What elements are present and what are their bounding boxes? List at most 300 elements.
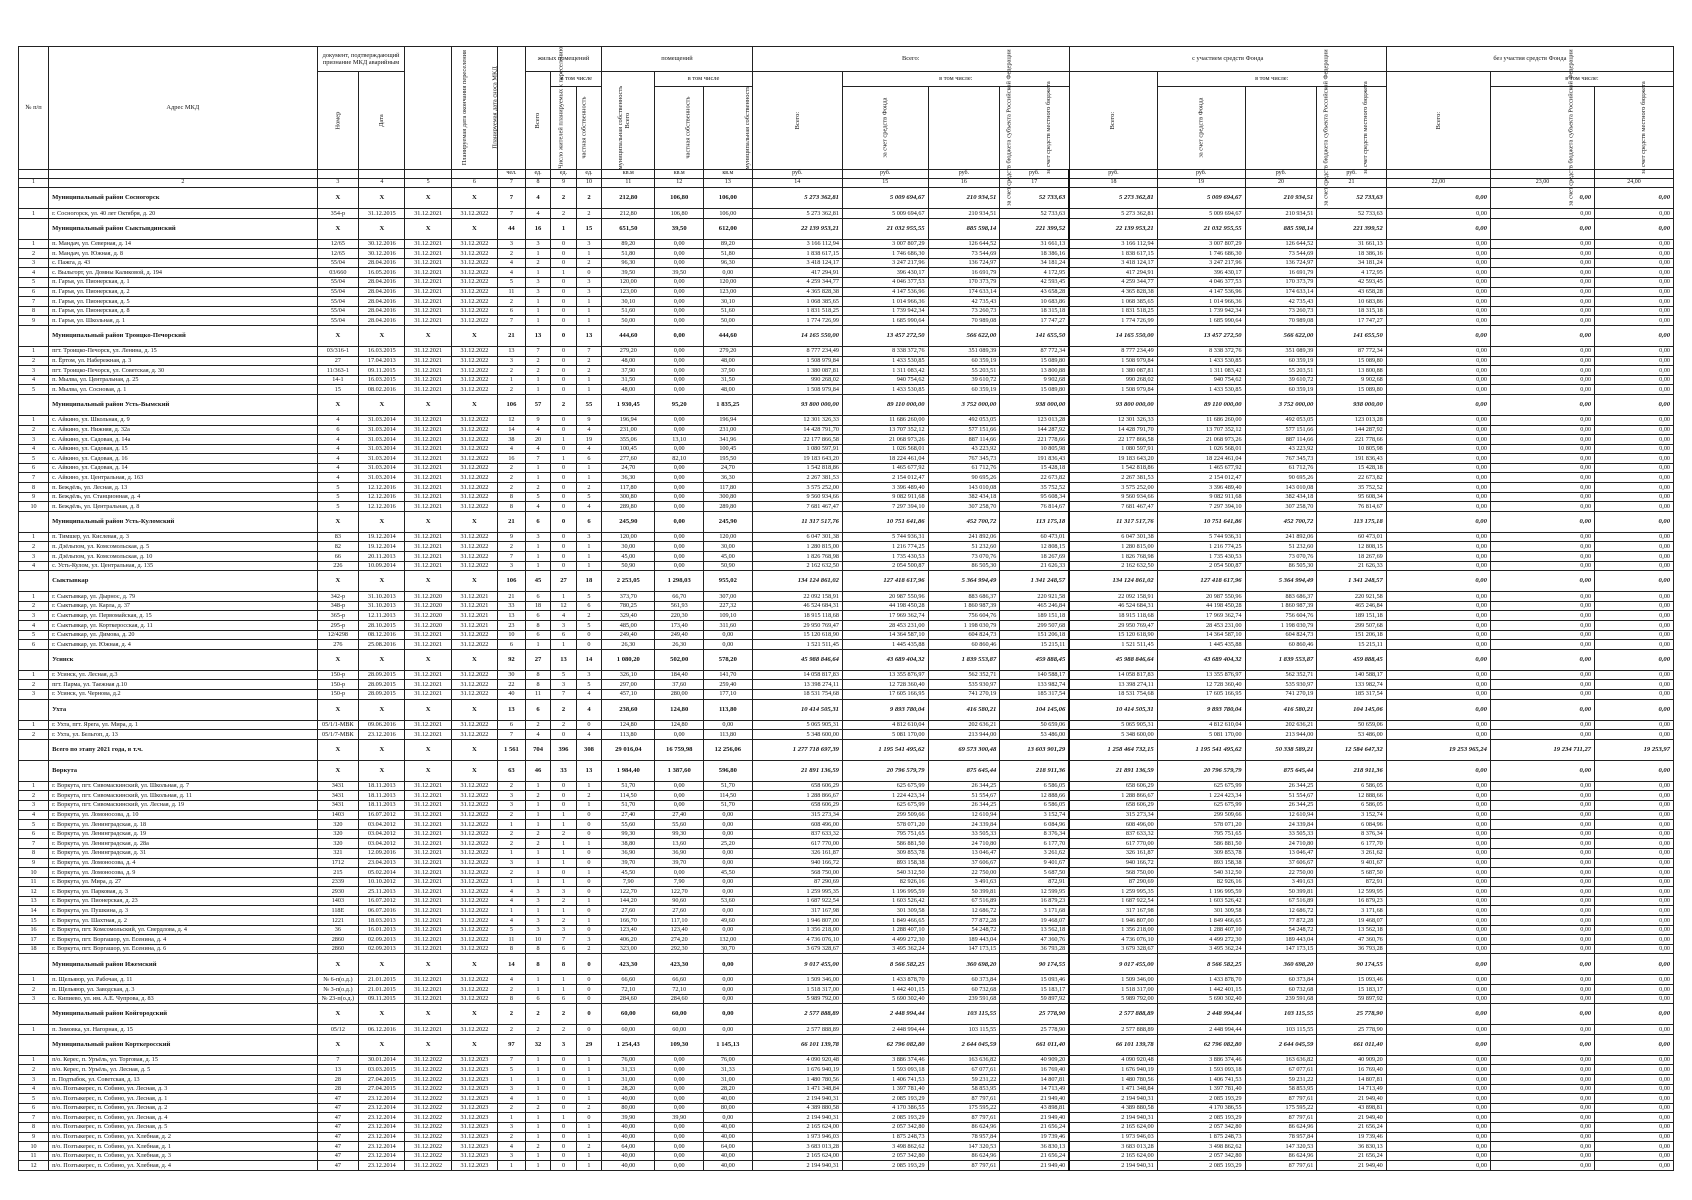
value-cell: 221 399,52 (1000, 218, 1069, 239)
value-cell: 1 (525, 848, 550, 858)
value-cell: 31.12.2023 (451, 1122, 497, 1132)
value-cell: 31.12.2021 (405, 906, 451, 916)
col-with-fund-all-header (1069, 72, 1157, 170)
value-cell: 1 (525, 800, 550, 810)
column-number-cell: 3 (317, 179, 359, 188)
value-cell: 189 443,04 (1245, 935, 1317, 945)
value-cell: 1 (576, 1122, 601, 1132)
value-cell: 44 (498, 218, 526, 239)
value-cell: 11 317 517,76 (1069, 511, 1157, 532)
value-cell: 299 507,68 (1000, 621, 1069, 631)
value-cell: 26,30 (655, 640, 704, 650)
value-cell: 4 (498, 916, 526, 926)
value-cell: X (317, 699, 359, 720)
value-cell: 3 (498, 1151, 526, 1161)
value-cell: 0,00 (1490, 916, 1594, 926)
value-cell: 249,40 (655, 630, 704, 640)
value-cell: 1 (525, 542, 550, 552)
unit-cell: руб. (1157, 170, 1245, 179)
value-cell: 0,00 (1386, 394, 1490, 415)
value-cell: 13 (525, 325, 550, 346)
value-cell: 0,00 (1386, 592, 1490, 602)
value-cell: 31.12.2020 (405, 611, 451, 621)
value-cell: 36 830,13 (1317, 1142, 1386, 1152)
value-cell: X (451, 394, 497, 415)
value-cell: 2 (551, 209, 576, 219)
value-cell: 1 433 530,85 (842, 356, 928, 366)
value-cell: 1 (576, 868, 601, 878)
value-cell: 31.12.2021 (405, 425, 451, 435)
address-cell: Усинск (49, 649, 317, 670)
value-cell: 9 401,67 (1000, 858, 1069, 868)
value-cell: 4 (525, 425, 550, 435)
value-cell: 40 909,20 (1000, 1055, 1069, 1065)
value-cell: 0,00 (1386, 985, 1490, 995)
value-cell: 1 (576, 916, 601, 926)
value-cell: 55,60 (602, 820, 655, 830)
value-cell: 14 364 587,10 (842, 630, 928, 640)
value-cell: 0,00 (1595, 297, 1674, 307)
value-cell: 1 676 940,19 (1069, 1065, 1157, 1075)
value-cell: 143 010,08 (1245, 483, 1317, 493)
row-number-cell: 17 (19, 935, 49, 945)
value-cell: 0,00 (1595, 463, 1674, 473)
value-cell: 0,00 (655, 1103, 704, 1113)
value-cell: 0,00 (1490, 791, 1594, 801)
column-number-cell: 20 (1245, 179, 1317, 188)
value-cell: 2 (551, 896, 576, 906)
value-cell: 31.12.2022 (451, 366, 497, 376)
value-cell: 2 (498, 839, 526, 849)
value-cell: 31.12.2023 (451, 1094, 497, 1104)
value-cell: 17 969 362,74 (1157, 611, 1245, 621)
value-cell: 661 011,40 (1317, 1034, 1386, 1055)
value-cell: 2 (551, 394, 576, 415)
value-cell: 47 (317, 1122, 359, 1132)
row-number-cell: 10 (19, 502, 49, 512)
value-cell: 58 853,95 (1245, 1084, 1317, 1094)
value-cell: 16.03.2015 (359, 375, 405, 385)
value-cell: 83 (317, 532, 359, 542)
value-cell: 21 032 955,55 (842, 218, 928, 239)
value-cell: 2 054 500,87 (1157, 561, 1245, 571)
value-cell: 4 (576, 689, 601, 699)
value-cell: 0,00 (1595, 1055, 1674, 1065)
value-cell: 114,50 (602, 791, 655, 801)
value-cell: 31.12.2022 (451, 249, 497, 259)
value-cell: 31.12.2021 (405, 925, 451, 935)
value-cell: 5 081 170,00 (842, 730, 928, 740)
value-cell: 2 (498, 1025, 526, 1035)
value-cell: 0,00 (1595, 925, 1674, 935)
value-cell: 1 014 966,36 (1157, 297, 1245, 307)
value-cell: 42 593,45 (1317, 277, 1386, 287)
value-cell: 1 542 818,86 (752, 463, 842, 473)
value-cell: 31.12.2022 (451, 492, 497, 502)
value-cell: 73 260,73 (1245, 306, 1317, 316)
value-cell: 36 (317, 925, 359, 935)
value-cell: 0,00 (1386, 1161, 1490, 1171)
value-cell: 77 872,28 (1245, 916, 1317, 926)
value-cell: 4 (525, 730, 550, 740)
value-cell: 990 268,02 (1069, 375, 1157, 385)
row-number-cell: 11 (19, 877, 49, 887)
value-cell: 0,00 (1490, 1075, 1594, 1085)
value-cell: 1 (551, 218, 576, 239)
value-cell: 45,50 (704, 868, 753, 878)
value-cell: X (359, 571, 405, 592)
value-cell: 31.10.2013 (359, 592, 405, 602)
value-cell: 7 (551, 935, 576, 945)
value-cell: 92 (498, 649, 526, 670)
value-cell: 0,00 (655, 258, 704, 268)
value-cell: 31.12.2022 (451, 877, 497, 887)
value-cell: 50,90 (704, 561, 753, 571)
value-cell: 5 273 362,81 (752, 188, 842, 209)
value-cell: 28 (317, 1075, 359, 1085)
value-cell: 1 442 401,15 (1157, 985, 1245, 995)
value-cell: 16.01.2013 (359, 925, 405, 935)
value-cell: 1 (576, 561, 601, 571)
value-cell: 459 888,45 (1000, 649, 1069, 670)
value-cell: 0,00 (1490, 1142, 1594, 1152)
value-cell: 373,70 (602, 592, 655, 602)
value-cell: 0,00 (1386, 1113, 1490, 1123)
value-cell: 1 (576, 249, 601, 259)
address-cell: п. Беждёль, ул. Станционная, д. 4 (49, 492, 317, 502)
address-cell: Муниципальный район Корткеросский (49, 1034, 317, 1055)
value-cell: X (451, 1034, 497, 1055)
value-cell: 1 259 995,35 (1069, 887, 1157, 897)
value-cell: 1 685 990,64 (1157, 316, 1245, 326)
value-cell: 31.12.2022 (451, 287, 497, 297)
value-cell: 2 (498, 463, 526, 473)
value-cell: 0,00 (1386, 1084, 1490, 1094)
value-cell: 31.12.2021 (405, 356, 451, 366)
value-cell: 25 778,90 (1000, 1004, 1069, 1025)
row-number-cell: 4 (19, 621, 49, 631)
value-cell: 55/04 (317, 306, 359, 316)
value-cell: 12.11.2013 (359, 611, 405, 621)
value-cell: 90 695,26 (1245, 473, 1317, 483)
value-cell: 28.04.2016 (359, 287, 405, 297)
value-cell: 60 359,19 (928, 385, 1000, 395)
value-cell: 12 808,15 (1317, 542, 1386, 552)
value-cell: 2 (525, 483, 550, 493)
value-cell: 0,00 (1490, 720, 1594, 730)
value-cell: 4 259 344,77 (752, 277, 842, 287)
value-cell: 123,40 (655, 925, 704, 935)
without-fund-local-label: за счет средств местного бюджета (1639, 81, 1647, 175)
value-cell: 31.12.2021 (405, 346, 451, 356)
value-cell: 1 (498, 1113, 526, 1123)
value-cell: 13 457 272,50 (1157, 325, 1245, 346)
value-cell: 31.12.2022 (451, 297, 497, 307)
value-cell: 31.12.2021 (405, 316, 451, 326)
value-cell: 9 017 455,00 (752, 954, 842, 975)
value-cell: 1 930,45 (602, 394, 655, 415)
value-cell: 1 (551, 839, 576, 849)
value-cell: 39,50 (602, 268, 655, 278)
value-cell: 86 624,96 (1245, 1122, 1317, 1132)
value-cell: 0,00 (1595, 1034, 1674, 1055)
table-row (19, 670, 1674, 680)
column-number-cell: 6 (451, 179, 497, 188)
value-cell: 15 089,80 (1000, 356, 1069, 366)
row-number-cell: 1 (19, 670, 49, 680)
address-cell: Муниципальный район Усть-Вымский (49, 394, 317, 415)
value-cell: 31.12.2022 (451, 356, 497, 366)
value-cell: 31.12.2023 (451, 1132, 497, 1142)
value-cell: 31.12.2022 (451, 346, 497, 356)
value-cell: 3 (576, 239, 601, 249)
value-cell: 6 586,05 (1000, 800, 1069, 810)
value-cell: 4 172,95 (1317, 268, 1386, 278)
value-cell: 3 (525, 239, 550, 249)
unit-cell (405, 170, 451, 179)
value-cell: 96,30 (704, 258, 753, 268)
value-cell: 1 739 942,34 (842, 306, 928, 316)
address-cell: п. Гаръя, ул. Пионерская, д. 5 (49, 297, 317, 307)
value-cell: 45 988 846,64 (752, 649, 842, 670)
value-cell: 5 (576, 492, 601, 502)
value-cell: 423,30 (602, 954, 655, 975)
address-cell: с. Айкино, ул. Садовая, д. 16 (49, 454, 317, 464)
value-cell: 0,00 (1490, 1084, 1594, 1094)
value-cell: 3 (551, 925, 576, 935)
row-number-cell: 11 (19, 1151, 49, 1161)
value-cell: 14 165 550,00 (1069, 325, 1157, 346)
value-cell: 0,00 (1386, 435, 1490, 445)
value-cell: 37,90 (602, 366, 655, 376)
address-cell: г. Сыктывкар, ул. Южная, д. 4 (49, 640, 317, 650)
value-cell: 87 290,69 (752, 877, 842, 887)
value-cell: 1 687 922,54 (1069, 896, 1157, 906)
value-cell: 1 (576, 306, 601, 316)
value-cell: 0,00 (1595, 906, 1674, 916)
value-cell: 16 769,40 (1000, 1065, 1069, 1075)
value-cell: 245,90 (704, 511, 753, 532)
value-cell: 245,90 (602, 511, 655, 532)
value-cell: 2 (576, 791, 601, 801)
value-cell: X (451, 218, 497, 239)
value-cell: 29 950 769,47 (752, 621, 842, 631)
value-cell: 55/04 (317, 316, 359, 326)
value-cell: 31.12.2015 (359, 209, 405, 219)
address-cell: Муниципальный район Сыктывдинский (49, 218, 317, 239)
value-cell: 31.12.2022 (405, 1075, 451, 1085)
value-cell: 42 735,43 (928, 297, 1000, 307)
value-cell: 39,70 (602, 858, 655, 868)
value-cell: 0,00 (655, 1075, 704, 1085)
value-cell: 31,33 (704, 1065, 753, 1075)
value-cell: 0,00 (1595, 346, 1674, 356)
value-cell: 10 683,86 (1317, 297, 1386, 307)
value-cell: 492 053,05 (1245, 415, 1317, 425)
value-cell: 1 080,20 (602, 649, 655, 670)
value-cell: 13 (498, 699, 526, 720)
value-cell: 1 (576, 1094, 601, 1104)
value-cell: 109,30 (655, 1034, 704, 1055)
value-cell: 6 177,70 (1317, 839, 1386, 849)
table-row (19, 621, 1674, 631)
value-cell: 5 (525, 492, 550, 502)
value-cell: 29 950 769,47 (1069, 621, 1157, 631)
value-cell: 2 (498, 249, 526, 259)
value-cell: 0,00 (655, 316, 704, 326)
column-number-cell: 13 (704, 179, 753, 188)
value-cell: 0,00 (1595, 444, 1674, 454)
value-cell: 883 686,37 (1245, 592, 1317, 602)
value-cell: 2 (525, 1142, 550, 1152)
value-cell: 1 849 466,65 (1157, 916, 1245, 926)
value-cell: 21 (498, 592, 526, 602)
value-cell: 893 158,38 (1157, 858, 1245, 868)
value-cell: 2 577 888,89 (1069, 1004, 1157, 1025)
row-number-cell: 1 (19, 592, 49, 602)
value-cell: 221 778,66 (1317, 435, 1386, 445)
value-cell: 0,00 (1490, 218, 1594, 239)
row-number-cell: 2 (19, 1065, 49, 1075)
value-cell: 1 471 348,84 (1069, 1084, 1157, 1094)
value-cell: 17 605 166,95 (842, 689, 928, 699)
column-number-cell: 23,00 (1490, 179, 1594, 188)
value-cell: 300,80 (704, 492, 753, 502)
value-cell: 40 (498, 689, 526, 699)
address-cell: г. Воркута, ул. Ленинградская, д. 18 (49, 820, 317, 830)
value-cell: 0,00 (1386, 1103, 1490, 1113)
value-cell: 1 288 866,67 (1069, 791, 1157, 801)
col-area-municipal-header (704, 87, 753, 170)
value-cell: 31.12.2022 (451, 268, 497, 278)
value-cell: 0,00 (1595, 1084, 1674, 1094)
value-cell: 31.12.2020 (405, 601, 451, 611)
value-cell: 6 (525, 611, 550, 621)
value-cell: 0,00 (1386, 994, 1490, 1004)
value-cell: 31.12.2022 (451, 640, 497, 650)
value-cell: 0,00 (1595, 1103, 1674, 1113)
col-doc-number-header (317, 72, 359, 170)
value-cell: 5 009 694,67 (1157, 188, 1245, 209)
value-cell: 4 (576, 425, 601, 435)
value-cell: 89,20 (704, 239, 753, 249)
value-cell: 3431 (317, 800, 359, 810)
value-cell: 113 175,18 (1000, 511, 1069, 532)
table-row (19, 483, 1674, 493)
value-cell: 0,00 (1386, 781, 1490, 791)
value-cell: 11 (525, 689, 550, 699)
value-cell: 0,00 (1490, 954, 1594, 975)
row-number-cell (19, 649, 49, 670)
value-cell: 166,70 (602, 916, 655, 926)
value-cell: 4 (317, 473, 359, 483)
value-cell: 50,00 (602, 316, 655, 326)
value-cell: 0 (551, 473, 576, 483)
address-cell: с. Айкино, ул. Садовая, д. 14а (49, 435, 317, 445)
value-cell: 0 (551, 415, 576, 425)
value-cell: 1 288 407,10 (842, 925, 928, 935)
value-cell: 31.12.2021 (451, 621, 497, 631)
value-cell: 320 (317, 820, 359, 830)
value-cell: 163 636,82 (928, 1055, 1000, 1065)
value-cell: 5 989 792,00 (752, 994, 842, 1004)
value-cell: 31.12.2021 (405, 375, 451, 385)
with-fund-fund-label: за счет средств Фонда (1197, 97, 1205, 159)
value-cell: 3 (498, 858, 526, 868)
value-cell: 0,00 (704, 630, 753, 640)
value-cell: 50 659,06 (1000, 720, 1069, 730)
unit-cell: руб. (1245, 170, 1317, 179)
value-cell: 31.03.2014 (359, 444, 405, 454)
row-number-cell: 7 (19, 1113, 49, 1123)
value-cell: 1 (498, 820, 526, 830)
value-cell: 2 448 994,44 (842, 1004, 928, 1025)
value-cell: 0,00 (704, 877, 753, 887)
table-row (19, 356, 1674, 366)
value-cell: 416 580,21 (928, 699, 1000, 720)
value-cell: 09.06.2016 (359, 720, 405, 730)
value-cell: 7 (317, 1055, 359, 1065)
value-cell: 31.12.2021 (405, 985, 451, 995)
value-cell: 0 (551, 502, 576, 512)
value-cell: 28 453 231,00 (1157, 621, 1245, 631)
value-cell: 3 396 489,40 (842, 483, 928, 493)
row-number-cell: 4 (19, 375, 49, 385)
value-cell: 90 695,26 (928, 473, 1000, 483)
column-number-cell: 12 (655, 179, 704, 188)
row-number-cell: 5 (19, 630, 49, 640)
value-cell: 1 216 774,25 (1157, 542, 1245, 552)
value-cell: 14 713,49 (1317, 1084, 1386, 1094)
value-cell: X (451, 954, 497, 975)
value-cell: 19 183 643,20 (752, 454, 842, 464)
value-cell: 126 644,52 (928, 239, 1000, 249)
value-cell: 210 934,51 (928, 188, 1000, 209)
value-cell: 21 068 973,26 (1157, 435, 1245, 445)
value-cell: 17 747,27 (1317, 316, 1386, 326)
value-cell: 2 162 632,50 (752, 561, 842, 571)
value-cell: 2 577 888,89 (752, 1025, 842, 1035)
value-cell: 2 057 342,80 (842, 1151, 928, 1161)
address-cell: г. Воркута, пгт. Воргашор, ул. Есенина, д. 4 (49, 935, 317, 945)
value-cell: 23.12.2014 (359, 1132, 405, 1142)
value-cell: 1 397 781,40 (842, 1084, 928, 1094)
value-cell: 113 175,18 (1317, 511, 1386, 532)
value-cell: 13 398 274,11 (1069, 680, 1157, 690)
value-cell: 0 (551, 258, 576, 268)
value-cell: 0 (551, 366, 576, 376)
value-cell: X (359, 1034, 405, 1055)
value-cell: 0,00 (1595, 699, 1674, 720)
value-cell: 60 732,68 (1245, 985, 1317, 995)
value-cell: 1 (525, 1132, 550, 1142)
value-cell: 0,00 (1595, 1094, 1674, 1104)
value-cell: 1 (525, 640, 550, 650)
value-cell: 4 147 536,96 (1157, 287, 1245, 297)
value-cell: 1 480 780,56 (752, 1075, 842, 1085)
value-cell: 1 (525, 1113, 550, 1123)
value-cell: № 23-п(о.д.) (317, 994, 359, 1004)
value-cell: 113,80 (704, 699, 753, 720)
value-cell: 3 (498, 356, 526, 366)
living-private-label: частная собственность (580, 97, 588, 159)
value-cell: 940 166,72 (752, 858, 842, 868)
value-cell: 8 (498, 492, 526, 502)
value-cell: 315 273,34 (1069, 810, 1157, 820)
total-local-label: за счет средств местного бюджета (1045, 81, 1053, 175)
value-cell: 0,00 (1595, 306, 1674, 316)
value-cell: 0,00 (1386, 325, 1490, 346)
